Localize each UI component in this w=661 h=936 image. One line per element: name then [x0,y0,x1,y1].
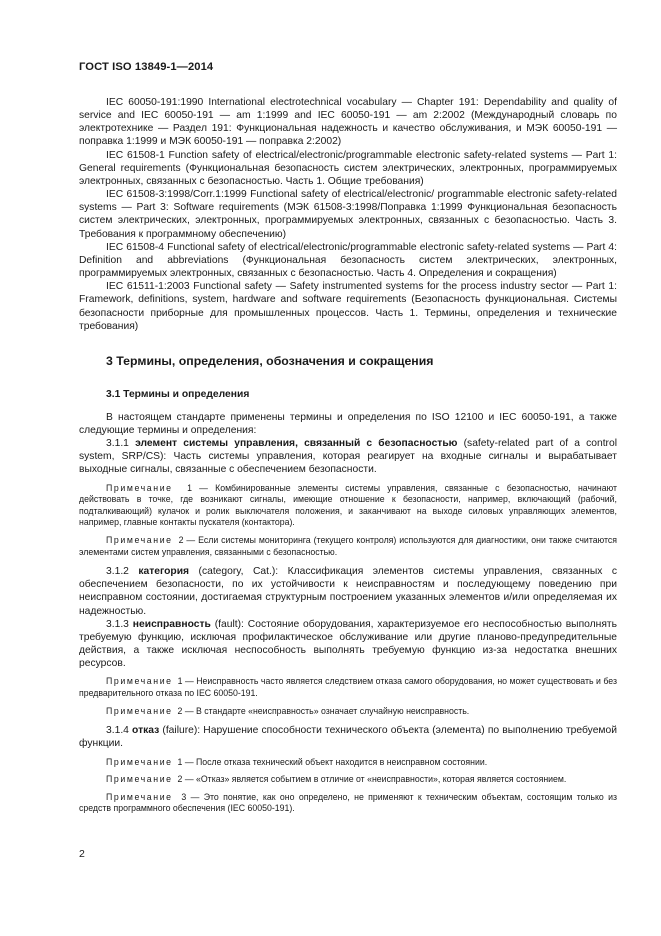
note [79,706,617,718]
term-definition-3-1-2 [79,565,617,618]
note-text: 1 — После отказа технический объект находится в неисправном состоянии. [177,756,488,767]
note-label: Примечание [106,756,173,767]
note-text: 2 — «Отказ» является событием в отличие от «неисправности», которая является состоянием. [177,774,567,785]
note-text: 2 — Если системы мониторинга (текущего контроля) используются для диагностики, они также считаются элементами систем управления, связанными с безопасностью. [79,534,617,557]
note-label: Примечание [106,534,173,545]
term-text: (category, Cat.): Классификация элементов системы управления, связанных с обеспечением безопасности, по их устойчивости к неисправностям и последующему поведению при неисправном состоянии, достигаемая структурным построением указанных элементов и/или определяемая их надежностью. [79,566,617,617]
term-name: элемент системы управления, связанный с безопасностью [135,438,458,450]
term-number: 3.1.4 [106,725,133,737]
reference-item: IEC 61508-1 Function safety of electrical/electronic/programmable electronic safety-related systems — Part 1: General requirements (Функциональная безопасность систем электрических, электронных, программируемых электронных, связанных с безопасностью. Часть 1. Общие требования) [79,149,617,187]
note-label: Примечание [106,705,173,716]
note-text: 3 — Это понятие, как оно определено, не применяют к техническим объектам, состоящим только из средств программного обеспечения (IEC 60050-191). [79,791,617,814]
note [79,535,617,558]
reference-item: IEC 60050-191:1990 International electrotechnical vocabulary — Chapter 191: Dependability and quality of service and IEC 60050-191 — am 1:1999 and IEC 60050-191 — am 2:2002 (Международный словарь по электротехнике — Раздел 191: Функциональная надежность и качество обслуживания, и МЭК 60050-191 — поправка 1:1999 и МЭК 60050-191 — поправка 2:2002) [79,97,617,148]
note [79,792,617,815]
document-header: ГОСТ ISO 13849-1—2014 [79,61,214,73]
reference-item: IEC 61511-1:2003 Functional safety — Safety instrumented systems for the process industry sector — Part 1: Framework, definitions, system, hardware and software requirements (Безопасность функциональная. Системы безопасности приборные для промышленных процессов. Часть 1. Термины, определения и технические требования) [79,281,617,332]
note [79,774,617,786]
term-number: 3.1.2 [106,566,139,578]
term-definition-3-1-4 [79,724,617,750]
reference-item: IEC 61508-3:1998/Corr.1:1999 Functional safety of electrical/electronic/ programmable electronic safety-related systems — Part 3: Software requirements (МЭК 61508-3:1998/Поправка 1:1999 Функциональная безопасность систем электрических, электронных, программируемых электронных, связанных с безопасностью. Часть 3. Требования к программному обеспечению) [79,189,617,240]
note-label: Примечание [106,774,173,785]
note [79,483,617,529]
term-name: категория [138,566,190,578]
term-definition-3-1-3 [79,618,617,671]
note-label: Примечание [106,676,173,687]
term-text: (fault): Состояние оборудования, характеризуемое его неспособностью выполнять требуемую функцию, исключая профилактическое обслуживание или другие планово-предупредительные действия, а также исключая неспособность выполнять требуемую функцию из-за недостатка внешних ресурсов. [79,618,618,670]
note-label: Примечание [106,482,173,493]
note-text: 1 — Комбинированные элементы системы управления, связанные с безопасностью, начинают действовать в точке, где возникают сигналы, имеющие отношение к безопасности, например, включающий (рабочий, подталкивающий) кулачок и ролик выключателя положения, и заканчивают на выходе силовых управляющих элементов, например, главные контакты пускателя (контактора). [79,482,617,528]
term-number: 3.1.1 [106,438,136,450]
section-title: 3 Термины, определения, обозначения и сокращения [106,353,434,368]
term-name: неисправность [132,618,211,630]
subsection-title: 3.1 Термины и определения [106,388,250,400]
page-content [79,96,617,815]
term-definition-3-1-1 [79,437,617,476]
intro-paragraph: В настоящем стандарте применены термины и определения по ISO 12100 и IEC 60050-191, а также следующие термины и определения: [79,411,617,436]
term-name: отказ [132,725,160,737]
reference-item: IEC 61508-4 Functional safety of electrical/electronic/programmable electronic safety-related systems — Part 4: Definition and abbreviations (Функциональная безопасность систем электрических, электронных, программируемых электронных, связанных с безопасностью. Часть 4. Определения и сокращения) [79,241,617,280]
term-number: 3.1.3 [106,618,133,630]
term-text: (failure): Нарушение способности технического объекта (элемента) по выполнению требуемой функции. [79,725,617,750]
note-text: 2 — В стандарте «неисправность» означает случайную неисправность. [177,705,470,716]
note [79,676,617,699]
term-text: (safety-related part of a control system, SRP/CS): Часть системы управления, которая реагирует на входные сигналы и вырабатывает выходные сигналы, связанные с обеспечением безопасности. [79,438,617,476]
note-label: Примечание [106,791,173,802]
note-text: 1 — Неисправность часто является следствием отказа самого оборудования, но может существовать и без предварительного отказа по IEC 60050-191. [79,676,617,698]
page-number: 2 [79,848,85,860]
normative-references-list [79,96,617,333]
note [79,757,617,769]
